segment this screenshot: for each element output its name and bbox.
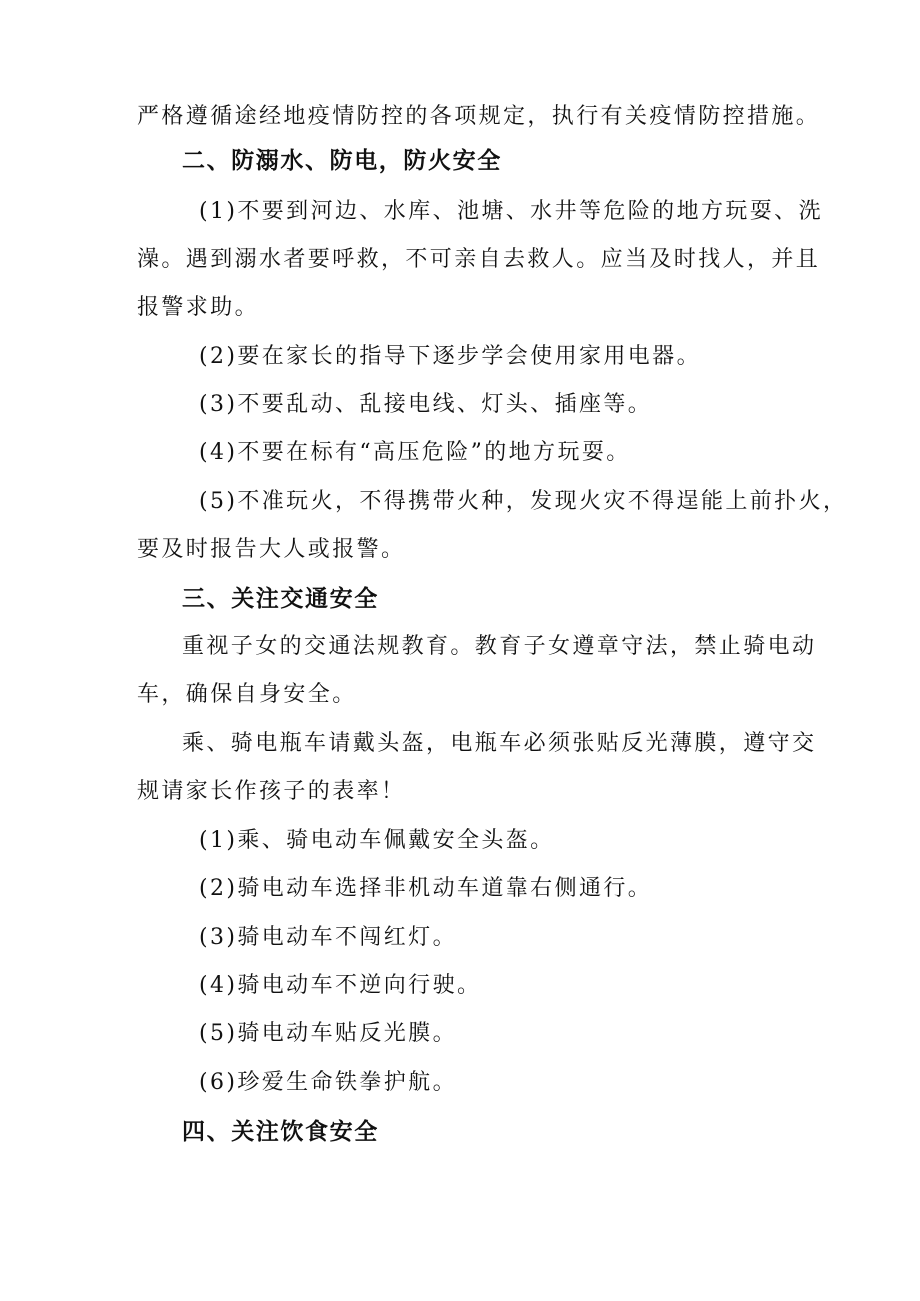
- traffic-paragraph-2-line-1: 乘、骑电瓶车请戴头盔，电瓶车必须张贴反光薄膜，遵守交: [182, 731, 817, 756]
- item-fire-line-2: 要及时报告大人或报警。: [137, 537, 406, 562]
- item-wires: (3)不要乱动、乱接电线、灯头、插座等。: [199, 392, 653, 417]
- traffic-item-lane: (2)骑电动车选择非机动车道靠右侧通行。: [199, 876, 653, 901]
- section-heading-water-electric-fire: 二、防溺水、防电，防火安全: [182, 148, 502, 174]
- section-heading-traffic: 三、关注交通安全: [182, 586, 379, 612]
- traffic-item-cherish-life: (6)珍爱生命铁拳护航。: [199, 1070, 457, 1095]
- item-appliances: (2)要在家长的指导下逐步学会使用家用电器。: [199, 344, 701, 369]
- item-drowning-line-1: (1)不要到河边、水库、池塘、水井等危险的地方玩耍、洗: [199, 199, 823, 224]
- intro-line: 严格遵循途经地疫情防控的各项规定，执行有关疫情防控措施。: [137, 104, 821, 129]
- item-high-voltage: (4)不要在标有“高压危险”的地方玩耍。: [199, 440, 631, 465]
- traffic-paragraph-1-line-1: 重视子女的交通法规教育。教育子女遵章守法，禁止骑电动: [182, 634, 817, 659]
- traffic-item-helmet: (1)乘、骑电动车佩戴安全头盔。: [199, 828, 555, 853]
- section-heading-food: 四、关注饮食安全: [182, 1119, 379, 1145]
- traffic-item-wrong-way: (4)骑电动车不逆向行驶。: [199, 973, 482, 998]
- item-drowning-line-2: 澡。遇到溺水者要呼救，不可亲自去救人。应当及时找人，并且: [137, 247, 821, 272]
- traffic-paragraph-1-line-2: 车，确保自身安全。: [137, 682, 357, 707]
- traffic-item-reflective-film: (5)骑电动车贴反光膜。: [199, 1021, 457, 1046]
- item-fire-line-1: (5)不准玩火，不得携带火种，发现火灾不得逞能上前扑火，: [199, 489, 848, 514]
- item-drowning-line-3: 报警求助。: [137, 295, 260, 320]
- traffic-paragraph-2-line-2: 规请家长作孩子的表率！: [137, 779, 406, 804]
- traffic-item-red-light: (3)骑电动车不闯红灯。: [199, 925, 457, 950]
